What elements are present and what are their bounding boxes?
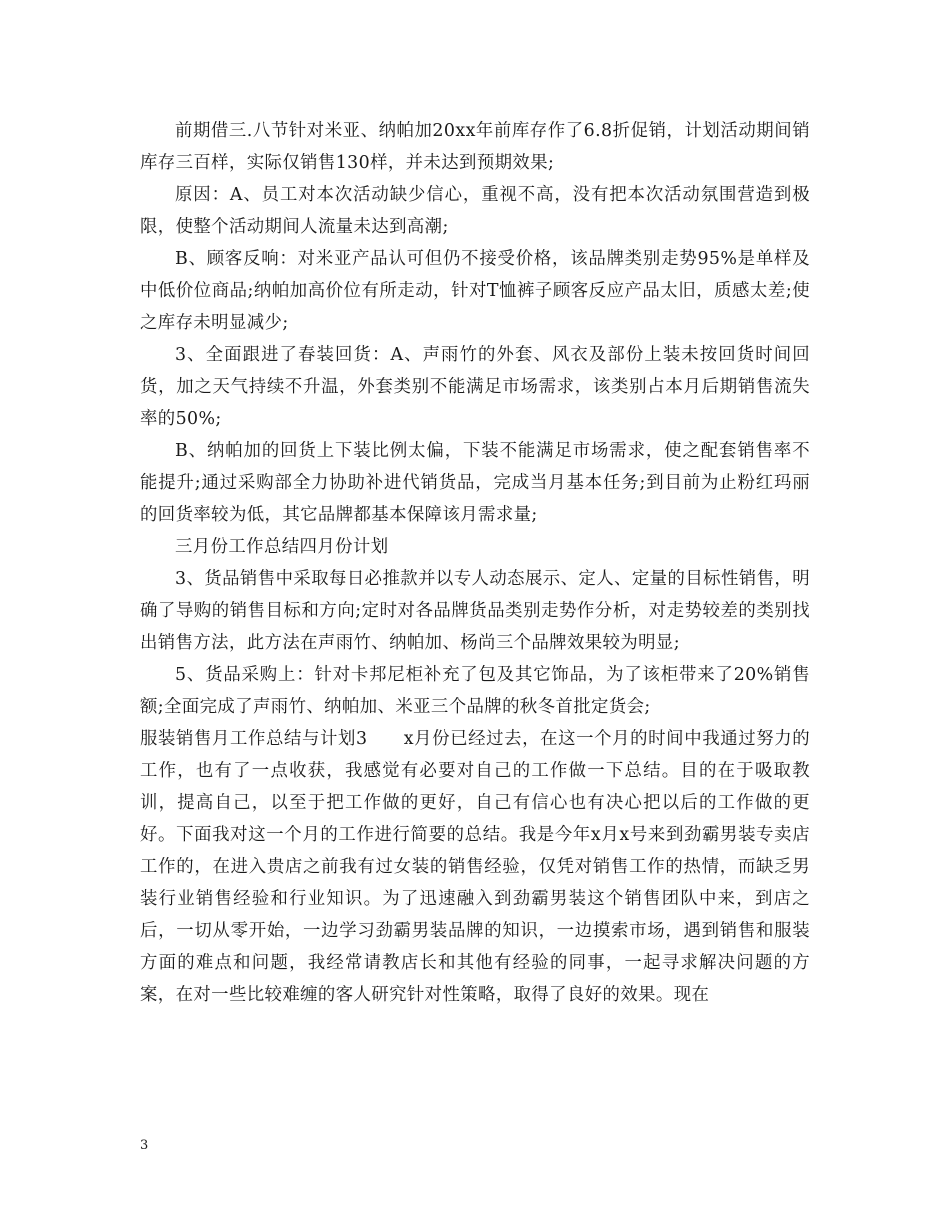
paragraph-reason-b: B、顾客反响：对米亚产品认可但仍不接受价格，该品牌类别走势95%是单样及中低价位商品;纳帕加高价位有所走动，针对T恤裤子顾客反应产品太旧，质感太差;使之库存未明显减少;: [140, 249, 810, 333]
paragraph-napajia-restock: B、纳帕加的回货上下装比例太偏，下装不能满足市场需求，使之配套销售率不能提升;通过采购部全力协助补进代销货品，完成当月基本任务;到目前为止粉红玛丽的回货率较为低，其它品牌都基本保障该月需求量;: [140, 441, 810, 525]
page-number: 3: [140, 1138, 149, 1153]
paragraph-purchasing: 5、货品采购上：针对卡邦尼柜补充了包及其它饰品，为了该柜带来了20%销售额;全面完成了声雨竹、纳帕加、米亚三个品牌的秋冬首批定货会;: [140, 665, 810, 717]
paragraph-promotion: 前期借三.八节针对米亚、纳帕加20xx年前库存作了6.8折促销，计划活动期间销库存三百样，实际仅销售130样，并未达到预期效果;: [140, 121, 810, 173]
paragraph-spring-restock: 3、全面跟进了春装回货：A、声雨竹的外套、风衣及部份上装未按回货时间回货，加之天气持续不升温，外套类别不能满足市场需求，该类别占本月后期销售流失率的50%;: [140, 345, 810, 429]
section-heading: 三月份工作总结四月份计划: [175, 537, 389, 557]
paragraph-sales-method: 3、货品销售中采取每日必推款并以专人动态展示、定人、定量的目标性销售，明确了导购的销售目标和方向;定时对各品牌货品类别走势作分析，对走势较差的类别找出销售方法，此方法在声雨竹、纳帕加、杨尚三个品牌效果较为明显;: [140, 569, 810, 653]
document-body: [140, 115, 810, 1011]
paragraph-monthly-summary: 服装销售月工作总结与计划3 x月份已经过去，在这一个月的时间中我通过努力的工作，也有了一点收获，我感觉有必要对自己的工作做一下总结。目的在于吸取教训，提高自己，以至于把工作做的更好，自己有信心也有决心把以后的工作做的更好。下面我对这一个月的工作进行简要的总结。我是今年x月x号来到劲霸男装专卖店工作的，在进入贵店之前我有过女装的销售经验，仅凭对销售工作的热情，而缺乏男装行业销售经验和行业知识。为了迅速融入到劲霸男装这个销售团队中来，到店之后，一切从零开始，一边学习劲霸男装品牌的知识，一边摸索市场，遇到销售和服装方面的难点和问题，我经常请教店长和其他有经验的同事，一起寻求解决问题的方案，在对一些比较难缠的客人研究针对性策略，取得了良好的效果。现在: [140, 729, 810, 1005]
paragraph-reason-a: 原因：A、员工对本次活动缺少信心，重视不高，没有把本次活动氛围营造到极限，使整个活动期间人流量未达到高潮;: [140, 185, 810, 237]
